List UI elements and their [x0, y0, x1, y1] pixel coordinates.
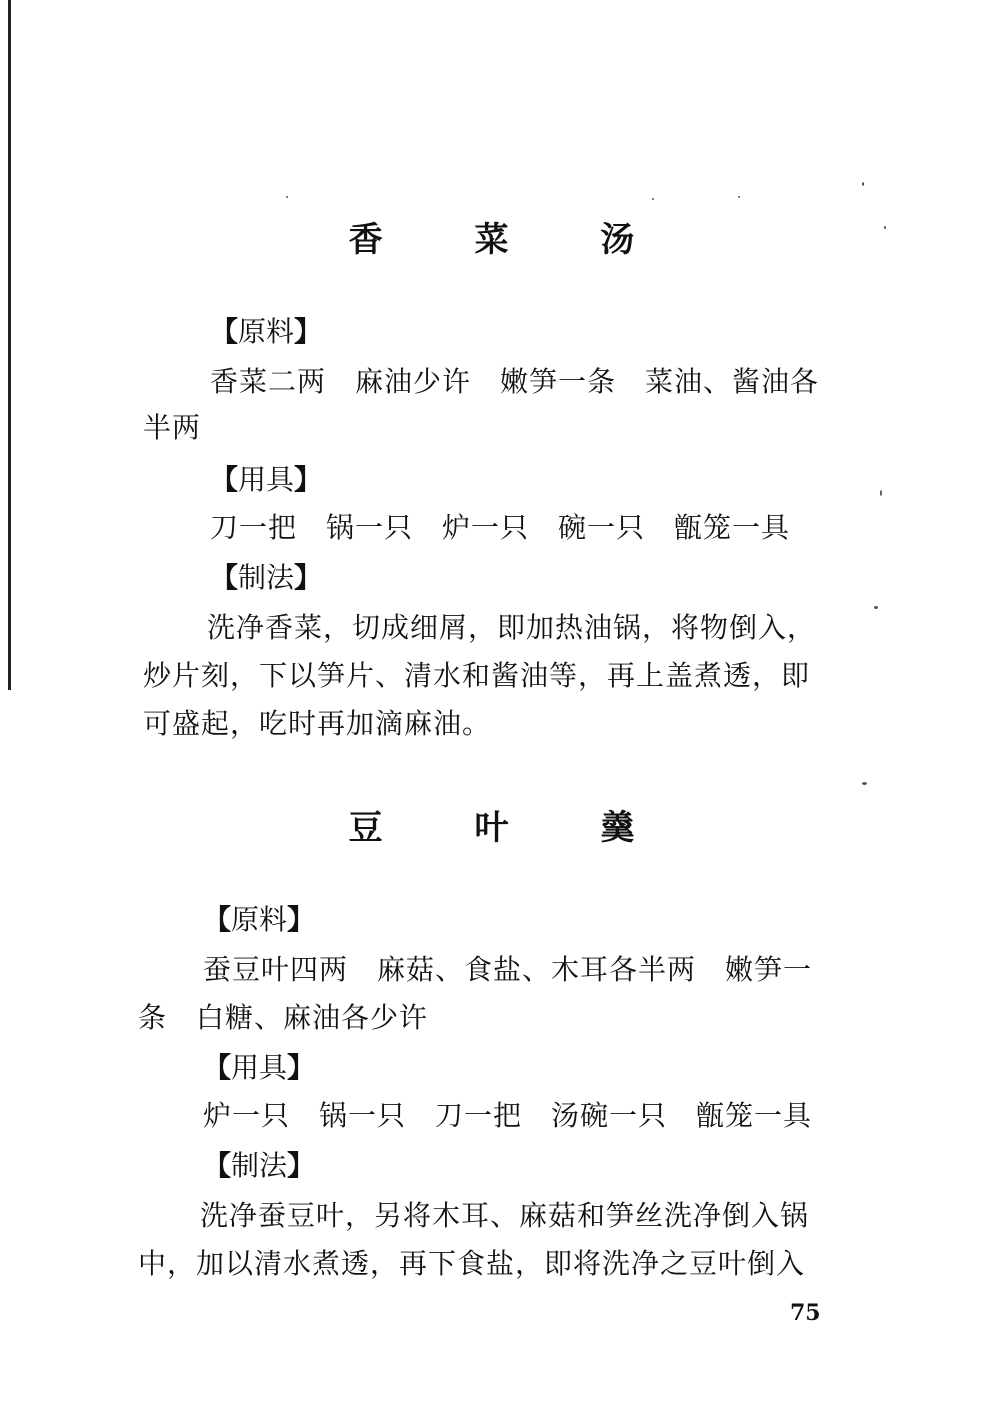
recipe-title: 豆 叶 羹	[348, 808, 675, 848]
method-line: 洗净香菜，切成细屑，即加热油锅，将物倒入，	[207, 611, 817, 644]
heading-label: 用具	[238, 463, 295, 496]
scan-speck	[884, 226, 886, 229]
section-heading-tools: 【用具】	[203, 1051, 316, 1084]
page-edge-line	[8, 0, 11, 690]
method-line: 洗净蚕豆叶，另将木耳、麻菇和笋丝洗净倒入锅	[200, 1199, 810, 1232]
heading-label: 用具	[231, 1051, 288, 1084]
ingredients-line: 蚕豆叶四两 麻菇、食盐、木耳各半两 嫩笋一	[203, 953, 813, 986]
scan-speck	[286, 196, 288, 198]
recipe-title: 香 菜 汤	[348, 220, 675, 260]
scan-speck	[874, 606, 878, 609]
section-heading-method: 【制法】	[203, 1149, 316, 1182]
scan-speck	[652, 198, 654, 200]
heading-label: 制法	[238, 561, 295, 594]
section-heading-method: 【制法】	[210, 561, 323, 594]
scan-speck	[738, 196, 740, 198]
section-heading-tools: 【用具】	[210, 463, 323, 496]
method-line: 炒片刻，下以笋片、清水和酱油等，再上盖煮透，即	[143, 659, 811, 692]
scan-speck	[880, 490, 882, 496]
scan-speck	[862, 782, 867, 785]
heading-label: 制法	[231, 1149, 288, 1182]
section-heading-ingredients: 【原料】	[210, 315, 323, 348]
tools-line: 刀一把 锅一只 炉一只 碗一只 甑笼一具	[210, 511, 791, 544]
heading-label: 原料	[238, 315, 295, 348]
ingredients-line: 半两	[143, 411, 202, 444]
ingredients-line: 香菜二两 麻油少许 嫩笋一条 菜油、酱油各	[210, 365, 820, 398]
method-line: 中，加以清水煮透，再下食盐，即将洗净之豆叶倒入	[138, 1247, 806, 1280]
heading-label: 原料	[231, 903, 288, 936]
page-number: 75	[790, 1300, 821, 1326]
ingredients-line: 条 白糖、麻油各少许	[138, 1001, 429, 1034]
scan-speck	[862, 182, 864, 186]
tools-line: 炉一只 锅一只 刀一把 汤碗一只 甑笼一具	[203, 1099, 813, 1132]
section-heading-ingredients: 【原料】	[203, 903, 316, 936]
method-line: 可盛起，吃时再加滴麻油。	[143, 707, 492, 740]
